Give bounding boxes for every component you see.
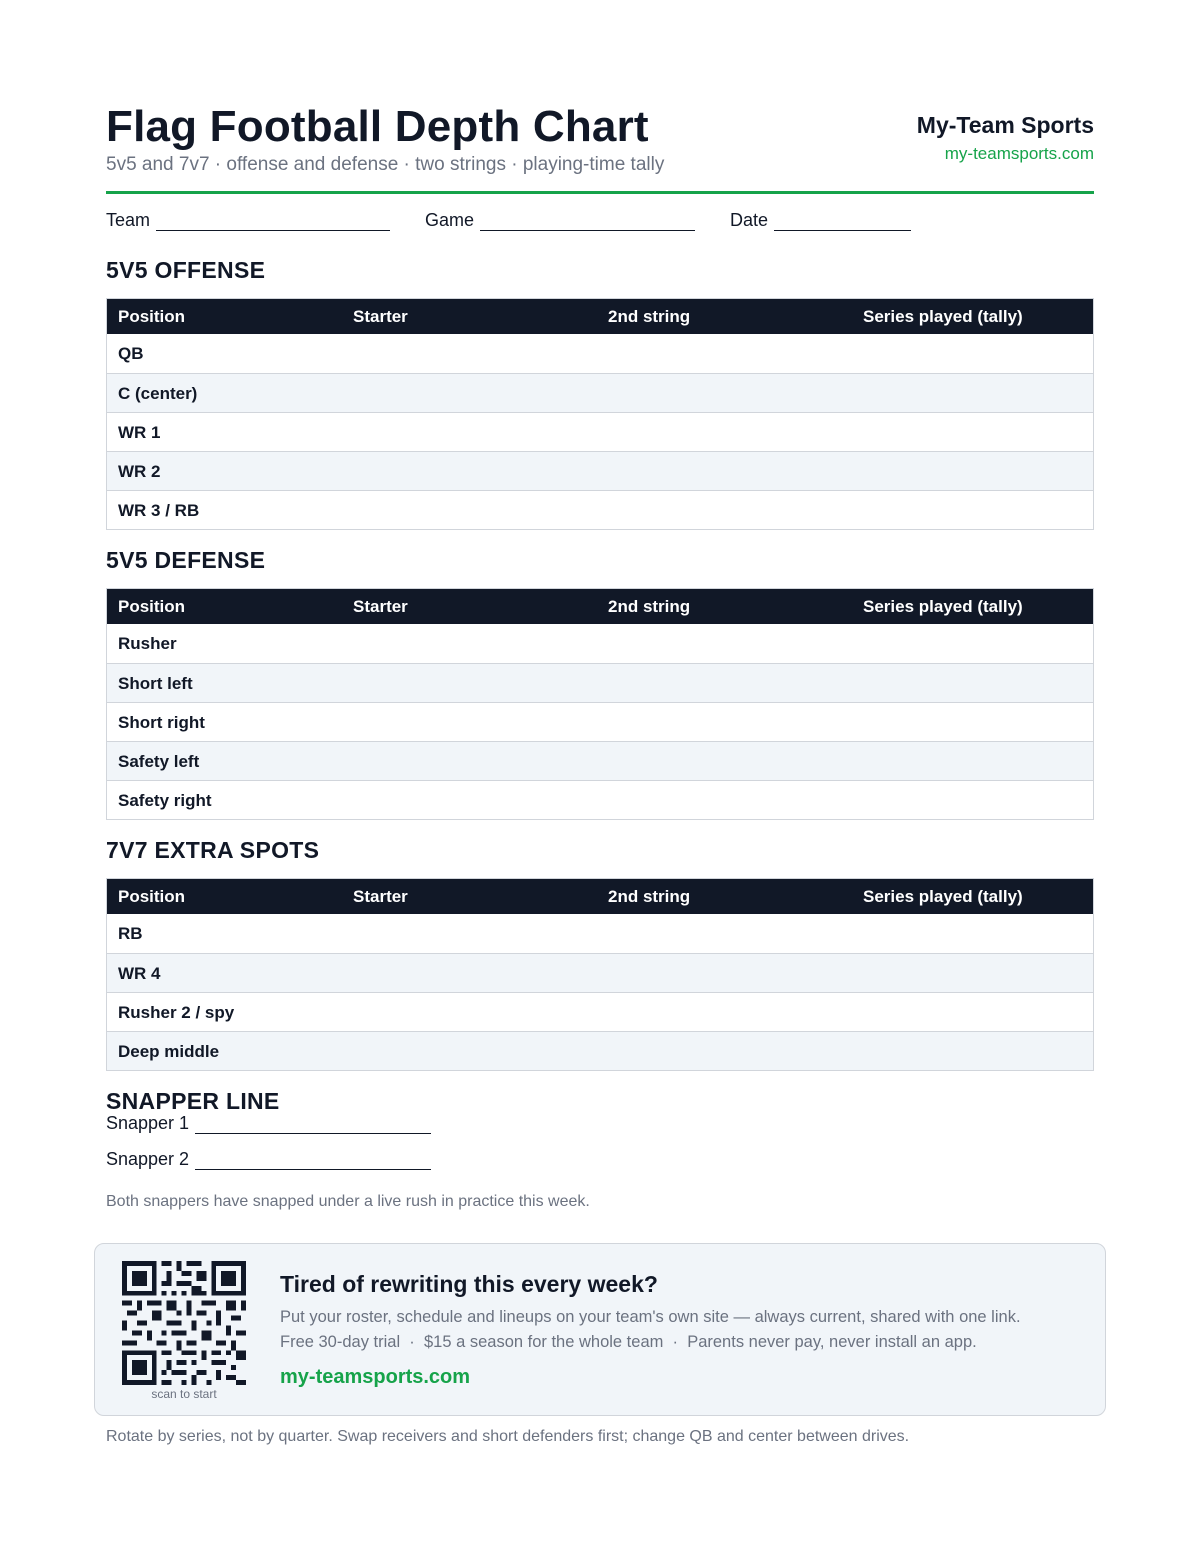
table-header — [107, 589, 1093, 624]
col-series-tally: Series played (tally) — [863, 307, 1023, 326]
team-label: Team — [106, 210, 151, 230]
table-header — [107, 299, 1093, 334]
position-label: QB — [118, 344, 144, 363]
table-row[interactable] — [107, 490, 1093, 529]
position-label: WR 4 — [118, 964, 161, 983]
header — [106, 100, 1094, 194]
page-title: Flag Football Depth Chart — [106, 102, 649, 151]
snapper-note: Both snappers have snapped under a live rush in practice this week. — [106, 1193, 590, 1210]
table-row[interactable] — [107, 953, 1093, 992]
page-subtitle: 5v5 and 7v7 · offense and defense · two strings · playing-time tally — [106, 154, 665, 175]
snapper-1-blank-line[interactable] — [195, 1116, 431, 1134]
snapper-2-field[interactable] — [106, 1149, 431, 1170]
position-label: WR 2 — [118, 462, 161, 481]
game-label: Game — [425, 210, 475, 230]
table-row[interactable] — [107, 741, 1093, 780]
qr-code-icon[interactable] — [122, 1261, 246, 1385]
section-title-snapper: SNAPPER LINE — [106, 1088, 280, 1114]
position-label: Rusher — [118, 634, 177, 653]
table-row[interactable] — [107, 992, 1093, 1031]
team-blank-line[interactable] — [156, 211, 390, 231]
table-row[interactable] — [107, 451, 1093, 490]
position-label: Safety left — [118, 752, 200, 771]
position-label: RB — [118, 924, 143, 943]
position-label: C (center) — [118, 384, 198, 403]
date-field[interactable] — [730, 210, 911, 231]
table-row[interactable] — [107, 412, 1093, 451]
col-starter: Starter — [353, 887, 408, 906]
position-label: WR 3 / RB — [118, 501, 200, 520]
col-position: Position — [118, 597, 186, 616]
snapper-2-blank-line[interactable] — [195, 1152, 431, 1170]
position-label: Short right — [118, 713, 205, 732]
position-label: Rusher 2 / spy — [118, 1003, 235, 1022]
footer-note: Rotate by series, not by quarter. Swap receivers and short defenders first; change QB and center between drives. — [106, 1428, 910, 1445]
col-position: Position — [118, 307, 186, 326]
table-row[interactable] — [107, 1031, 1093, 1070]
col-2nd-string: 2nd string — [608, 597, 691, 616]
game-info-fields — [106, 210, 1094, 234]
table-row[interactable] — [107, 914, 1093, 953]
promo-url-link[interactable]: my-teamsports.com — [280, 1366, 471, 1388]
promo-title: Tired of rewriting this every week? — [280, 1271, 658, 1297]
table-row[interactable] — [107, 373, 1093, 412]
date-label: Date — [730, 210, 769, 230]
qr-caption: scan to start — [151, 1387, 217, 1401]
snapper-1-label: Snapper 1 — [106, 1113, 190, 1133]
team-field[interactable] — [106, 210, 390, 231]
col-series-tally: Series played (tally) — [863, 597, 1023, 616]
col-series-tally: Series played (tally) — [863, 887, 1023, 906]
promo-box — [94, 1243, 1106, 1416]
game-field[interactable] — [425, 210, 695, 231]
col-starter: Starter — [353, 597, 408, 616]
col-2nd-string: 2nd string — [608, 887, 691, 906]
col-2nd-string: 2nd string — [608, 307, 691, 326]
game-blank-line[interactable] — [480, 211, 695, 231]
table-5v5-offense — [106, 298, 1094, 530]
promo-pricing-text: Free 30-day trial · $15 a season for the whole team · Parents never pay, never install an app. — [280, 1333, 977, 1351]
position-label: WR 1 — [118, 423, 161, 442]
section-title-5v5-defense: 5V5 DEFENSE — [106, 547, 266, 573]
table-row[interactable] — [107, 780, 1093, 819]
table-header — [107, 879, 1093, 914]
brand-name: My-Team Sports — [916, 112, 1094, 138]
promo-text: Put your roster, schedule and lineups on your team's own site — always current, shared with one link. — [280, 1308, 1021, 1326]
section-title-5v5-offense: 5V5 OFFENSE — [106, 257, 266, 283]
table-row[interactable] — [107, 334, 1093, 373]
position-label: Safety right — [118, 791, 212, 810]
table-7v7-extra — [106, 878, 1094, 1071]
position-label: Short left — [118, 674, 193, 693]
snapper-2-label: Snapper 2 — [106, 1149, 190, 1169]
table-row[interactable] — [107, 702, 1093, 741]
snapper-1-field[interactable] — [106, 1113, 431, 1134]
table-row[interactable] — [107, 624, 1093, 663]
position-label: Deep middle — [118, 1042, 220, 1061]
col-position: Position — [118, 887, 186, 906]
date-blank-line[interactable] — [774, 211, 911, 231]
table-row[interactable] — [107, 663, 1093, 702]
col-starter: Starter — [353, 307, 408, 326]
table-5v5-defense — [106, 588, 1094, 820]
brand-url-link[interactable]: my-teamsports.com — [944, 144, 1094, 163]
section-title-7v7-extra: 7V7 EXTRA SPOTS — [106, 837, 320, 863]
